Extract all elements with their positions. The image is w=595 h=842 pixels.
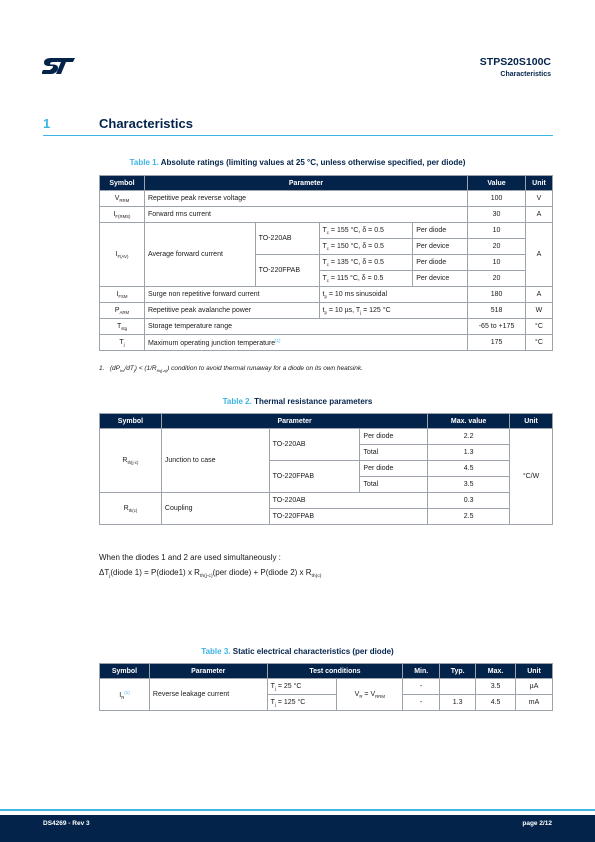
col-value: Value (468, 176, 526, 191)
param: Junction to case (161, 429, 269, 493)
value: 518 (468, 303, 526, 319)
symbol-rth-jc: $R_{th(j-c)}$ (100, 429, 162, 493)
thermal-formula: $\Delta T_j(diode$ 1) = P(diode1) x $R_{th(j-c)}(per$ diode) + P(diode 2) x $R_{th(c)}$ (99, 568, 322, 579)
table-header-row (100, 414, 553, 429)
table2-label: Table 2. (222, 397, 252, 406)
document-title: STPS20S100C (479, 56, 551, 68)
thermal-resistance-table (99, 413, 553, 525)
table-row (100, 223, 553, 239)
param: Coupling (161, 493, 269, 525)
col-min: Min. (403, 664, 440, 679)
footer-doc-id: DS4269 - Rev 3 (43, 820, 90, 827)
unit: °C/W (510, 429, 553, 525)
table-row (100, 335, 553, 351)
symbol-tstg: $T_{stg}$ (100, 319, 145, 335)
static-characteristics-table (99, 663, 553, 711)
col-unit: Unit (516, 664, 553, 679)
value: 1.3 (428, 445, 510, 461)
unit: A (525, 207, 552, 223)
unit: µA (516, 679, 553, 695)
unit: °C (525, 335, 552, 351)
col-symbol: Symbol (100, 664, 150, 679)
col-max-value: Max. value (428, 414, 510, 429)
table-header-row (100, 664, 553, 679)
param: Storage temperature range (144, 319, 467, 335)
param: Forward rms current (144, 207, 467, 223)
condition: $T_c = 135$ °C, δ = 0.5 (319, 255, 413, 271)
mode: Total (360, 477, 428, 493)
package: TO-220AB (269, 429, 360, 461)
value: 20 (468, 239, 526, 255)
unit: V (525, 191, 552, 207)
col-unit: Unit (510, 414, 553, 429)
col-symbol: Symbol (100, 414, 162, 429)
section-divider (43, 135, 553, 136)
unit: mA (516, 695, 553, 711)
condition: $T_j = 25$ °C (267, 679, 337, 695)
table-row (100, 287, 553, 303)
value: 4.5 (428, 461, 510, 477)
col-test-conditions: Test conditions (267, 664, 403, 679)
max: 3.5 (476, 679, 516, 695)
param: Repetitive peak reverse voltage (144, 191, 467, 207)
value: 10 (468, 223, 526, 239)
symbol-vrrm: $V_{RRM}$ (100, 191, 145, 207)
param: Average forward current (144, 223, 255, 287)
condition: $t_p = 10$ ms sinusoidal (319, 287, 468, 303)
symbol-ifav: $I_{F(AV)}$ (100, 223, 145, 287)
col-typ: Typ. (440, 664, 476, 679)
condition: $T_c = 155$ °C, δ = 0.5 (319, 223, 413, 239)
value: 20 (468, 271, 526, 287)
condition: $T_j = 125$ °C (267, 695, 337, 711)
table3-caption (0, 647, 595, 656)
package: TO-220FPAB (255, 255, 319, 287)
col-parameter: Parameter (144, 176, 467, 191)
symbol-ir: $I_R^{(1)}$ (100, 679, 150, 711)
table3-title: Static electrical characteristics (per diode) (232, 647, 394, 656)
value: 2.2 (428, 429, 510, 445)
package: TO-220FPAB (269, 461, 360, 493)
table-row (100, 207, 553, 223)
min: - (403, 695, 440, 711)
unit: A (525, 287, 552, 303)
header-section: Characteristics (500, 71, 551, 78)
condition: $t_p = 10$ µs, $T_j = 125$ °C (319, 303, 468, 319)
package: TO-220AB (269, 493, 428, 509)
table-row (100, 303, 553, 319)
vr-condition: $V_R = V_{RRM}$ (337, 679, 403, 711)
max: 4.5 (476, 695, 516, 711)
symbol-ifsm: $I_{FSM}$ (100, 287, 145, 303)
param: Surge non repetitive forward current (144, 287, 319, 303)
table-row (100, 679, 553, 695)
table-row (100, 429, 553, 445)
value: 0.3 (428, 493, 510, 509)
mode: Per device (413, 271, 468, 287)
package: TO-220FPAB (269, 509, 428, 525)
typ: 1.3 (440, 695, 476, 711)
table1-label: Table 1. (129, 158, 159, 167)
value: -65 to +175 (468, 319, 526, 335)
mode: Per diode (360, 429, 428, 445)
value: 175 (468, 335, 526, 351)
package: TO-220AB (255, 223, 319, 255)
symbol-tj: $T_j$ (100, 335, 145, 351)
value: 10 (468, 255, 526, 271)
unit: W (525, 303, 552, 319)
mode: Per device (413, 239, 468, 255)
table2-title: Thermal resistance parameters (254, 397, 373, 406)
table-header-row (100, 176, 553, 191)
value: 2.5 (428, 509, 510, 525)
value: 30 (468, 207, 526, 223)
param: Repetitive peak avalanche power (144, 303, 319, 319)
unit: A (525, 223, 552, 287)
symbol-rth-c: $R_{th(c)}$ (100, 493, 162, 525)
mode: Per diode (413, 255, 468, 271)
table3-label: Table 3. (201, 647, 231, 656)
table1-caption (0, 158, 595, 167)
col-parameter: Parameter (149, 664, 267, 679)
table2-caption (0, 397, 595, 406)
simultaneous-text: When the diodes 1 and 2 are used simultaneously : (99, 553, 281, 562)
table-row (100, 191, 553, 207)
footer-page-number: page 2/12 (522, 820, 552, 827)
mode: Total (360, 445, 428, 461)
section-title: Characteristics (99, 116, 193, 131)
table-row (100, 319, 553, 335)
st-logo-icon (42, 57, 76, 75)
unit: °C (525, 319, 552, 335)
table-row (100, 493, 553, 509)
condition: $T_c = 150$ °C, δ = 0.5 (319, 239, 413, 255)
table1-title: Absolute ratings (limiting values at 25 °C, unless otherwise specified, per diode) (160, 158, 466, 167)
col-symbol: Symbol (100, 176, 145, 191)
value: 100 (468, 191, 526, 207)
param: Reverse leakage current (149, 679, 267, 711)
absolute-ratings-table (99, 175, 553, 351)
value: 3.5 (428, 477, 510, 493)
table1-footnote: 1. $(dP_{tot}/dT_j) < (1/R_{th(j-a)})$ condition to avoid thermal runaway for a diode on its own heatsink. (99, 365, 363, 373)
param: Maximum operating junction temperature$^{(1)}$ (144, 335, 467, 351)
min: - (403, 679, 440, 695)
mode: Per diode (413, 223, 468, 239)
section-number: 1 (43, 116, 51, 131)
typ (440, 679, 476, 695)
symbol-parm: $P_{ARM}$ (100, 303, 145, 319)
symbol-ifrms: $I_{F(RMS)}$ (100, 207, 145, 223)
value: 180 (468, 287, 526, 303)
col-unit: Unit (525, 176, 552, 191)
mode: Per diode (360, 461, 428, 477)
footer-accent-line (0, 809, 595, 811)
col-parameter: Parameter (161, 414, 427, 429)
col-max: Max. (476, 664, 516, 679)
condition: $T_c = 115$ °C, δ = 0.5 (319, 271, 413, 287)
